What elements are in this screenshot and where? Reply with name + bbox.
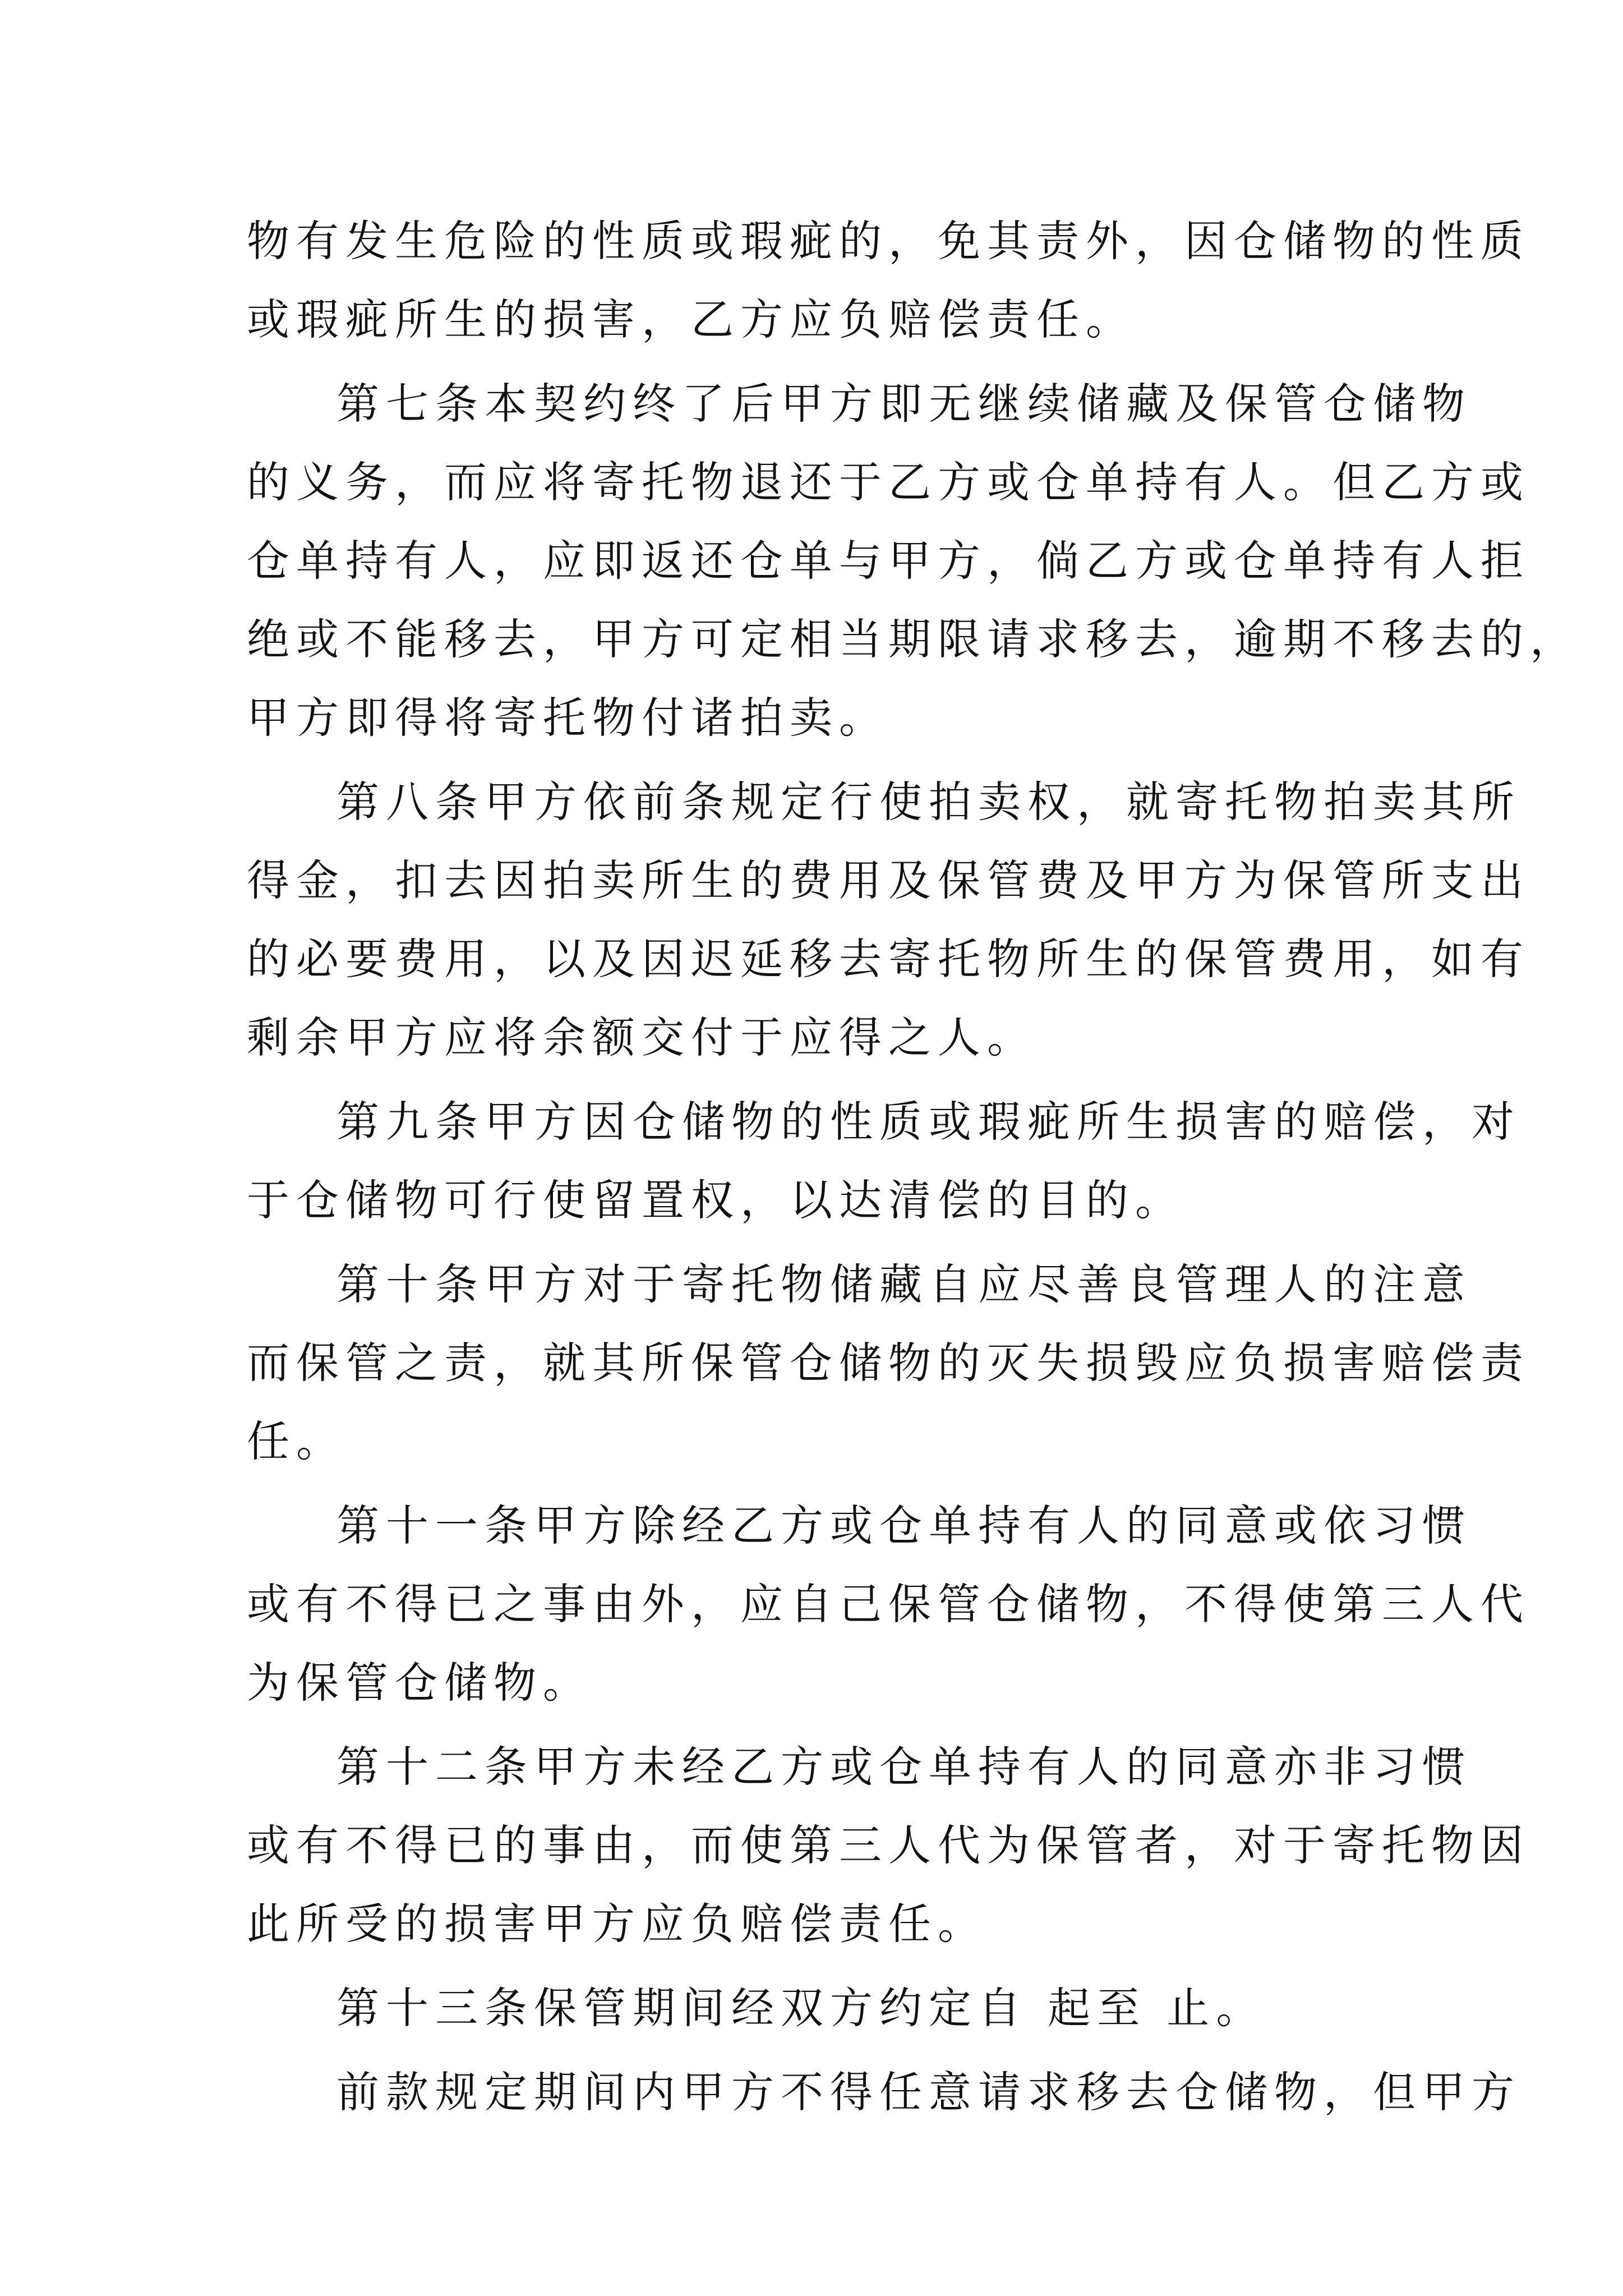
paragraph-article-7	[247, 365, 1579, 757]
text-line: 第十三条保管期间经双方约定自 起至 止。	[336, 1983, 1266, 2033]
paragraph-article-13	[247, 1969, 1385, 2047]
paragraph-article-9	[247, 1083, 1521, 1240]
paragraph-article-12	[247, 1728, 1530, 1963]
text-line: 第七条本契约终了后甲方即无继续储藏及保管仓储物	[336, 379, 1472, 429]
text-line: 甲方即得将寄托物付诸拍卖。	[247, 693, 888, 743]
text-line: 物有发生危险的性质或瑕疵的，免其责外，因仓储物的性质	[247, 216, 1530, 266]
text-line: 此所受的损害甲方应负赔偿责任。	[247, 1899, 987, 1949]
paragraph-article-10	[247, 1245, 1530, 1481]
paragraph-clause	[247, 2053, 1521, 2132]
text-line: 任。	[247, 1416, 345, 1466]
text-line: 的必要费用，以及因迟延移去寄托物所生的保管费用，如有	[247, 934, 1530, 984]
text-line: 第八条甲方依前条规定行使拍卖权，就寄托物拍卖其所	[336, 777, 1521, 827]
document-body	[247, 202, 1579, 2137]
paragraph-continuation	[247, 202, 1530, 359]
text-line: 第十二条甲方未经乙方或仓单持有人的同意亦非习惯	[336, 1742, 1472, 1792]
paragraph-article-11	[247, 1487, 1530, 1722]
text-line: 第十条甲方对于寄托物储藏自应尽善良管理人的注意	[336, 1259, 1472, 1309]
text-line: 于仓储物可行使留置权，以达清偿的目的。	[247, 1175, 1184, 1225]
text-line: 仓单持有人，应即返还仓单与甲方，倘乙方或仓单持有人拒	[247, 536, 1530, 586]
text-line: 第九条甲方因仓储物的性质或瑕疵所生损害的赔偿，对	[336, 1097, 1521, 1147]
text-line: 或有不得已之事由外，应自己保管仓储物，不得使第三人代	[247, 1579, 1530, 1629]
text-line: 或瑕疵所生的损害，乙方应负赔偿责任。	[247, 295, 1135, 344]
text-line: 而保管之责，就其所保管仓储物的灭失损毁应负损害赔偿责	[247, 1338, 1530, 1388]
text-line: 前款规定期间内甲方不得任意请求移去仓储物，但甲方	[336, 2067, 1521, 2117]
text-line: 剩余甲方应将余额交付于应得之人。	[247, 1013, 1036, 1062]
text-line: 的义务，而应将寄托物退还于乙方或仓单持有人。但乙方或	[247, 457, 1530, 507]
text-line: 第十一条甲方除经乙方或仓单持有人的同意或依习惯	[336, 1501, 1472, 1550]
text-line: 得金，扣去因拍卖所生的费用及保管费及甲方为保管所支出	[247, 855, 1530, 905]
text-line: 为保管仓储物。	[247, 1658, 592, 1708]
text-line: 或有不得已的事由，而使第三人代为保管者，对于寄托物因	[247, 1820, 1530, 1870]
text-line: 绝或不能移去，甲方可定相当期限请求移去，逾期不移去的，	[247, 614, 1579, 664]
paragraph-article-8	[247, 763, 1530, 1077]
